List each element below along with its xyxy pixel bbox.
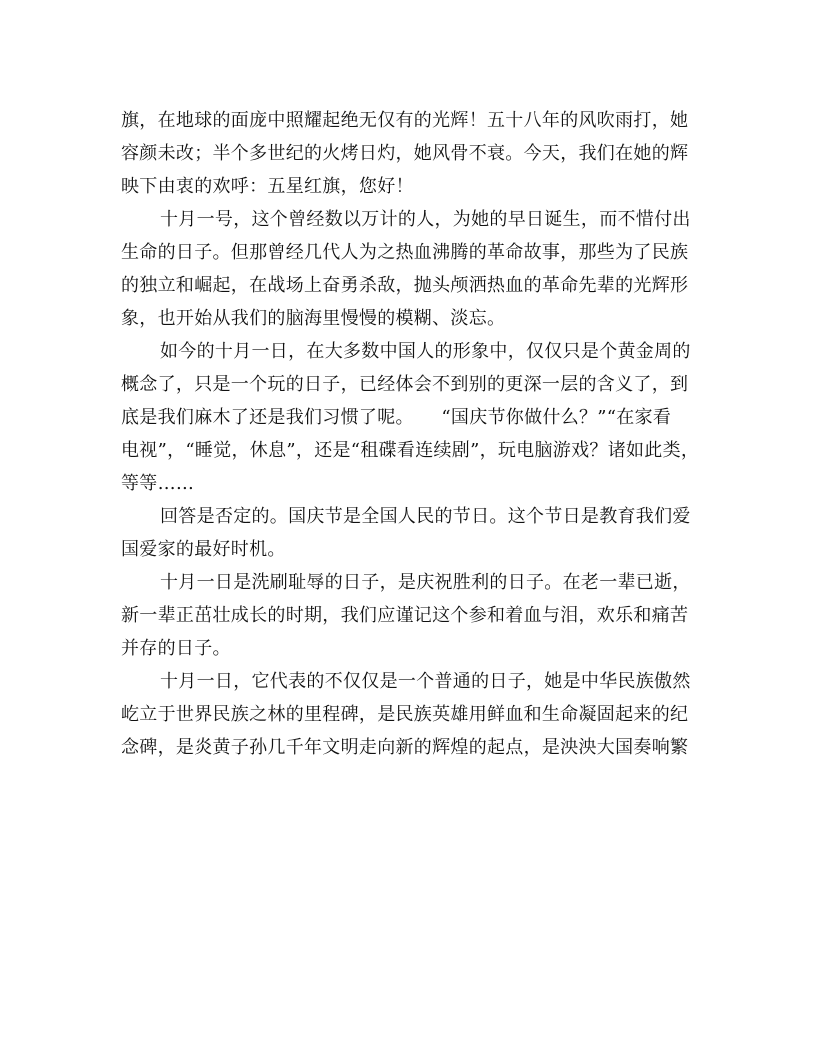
text-line: 十月一号，这个曾经数以万计的人，为她的早日诞生，而不惜付出 <box>160 209 691 230</box>
text-line: 的独立和崛起，在战场上奋勇杀敌，抛头颅洒热血的革命先辈的光辉形 <box>121 275 689 296</box>
text-line: 概念了，只是一个玩的日子，已经体会不到别的更深一层的含义了，到 <box>121 374 689 395</box>
text-line: 并存的日子。 <box>121 638 231 659</box>
text-line: 象，也开始从我们的脑海里慢慢的模糊、淡忘。 <box>121 308 506 329</box>
text-line: 容颜未改；半个多世纪的火烤日灼，她风骨不衰。今天，我们在她的辉 <box>121 143 689 164</box>
text-line: 等等…… <box>121 473 195 494</box>
text-line: 念碑，是炎黄子孙几千年文明走向新的辉煌的起点，是泱泱大国奏响繁 <box>121 737 689 758</box>
text-line: 底是我们麻木了还是我们习惯了呢。 “国庆节你做什么？”“在家看 <box>121 407 672 428</box>
text-line: 映下由衷的欢呼：五星红旗，您好！ <box>121 176 414 197</box>
text-line: 国爱家的最好时机。 <box>121 539 286 560</box>
text-line: 回答是否定的。国庆节是全国人民的节日。这个节日是教育我们爱 <box>160 506 691 527</box>
text-line: 屹立于世界民族之林的里程碑，是民族英雄用鲜血和生命凝固起来的纪 <box>121 704 689 725</box>
text-line: 新一辈正茁壮成长的时期，我们应谨记这个参和着血与泪，欢乐和痛苦 <box>121 605 689 626</box>
text-line: 生命的日子。但那曾经几代人为之热血沸腾的革命故事，那些为了民族 <box>121 242 689 263</box>
text-line: 旗，在地球的面庞中照耀起绝无仅有的光辉！五十八年的风吹雨打，她 <box>121 110 689 131</box>
text-line: 十月一日是洗刷耻辱的日子，是庆祝胜利的日子。在老一辈已逝， <box>160 572 691 593</box>
text-line: 电视”，“睡觉，休息”，还是“租碟看连续剧”，玩电脑游戏？诸如此类， <box>121 440 700 461</box>
text-line: 十月一日，它代表的不仅仅是一个普通的日子，她是中华民族傲然 <box>160 671 691 692</box>
text-line: 如今的十月一日，在大多数中国人的形象中，仅仅只是个黄金周的 <box>160 341 691 362</box>
document-body <box>121 104 700 764</box>
